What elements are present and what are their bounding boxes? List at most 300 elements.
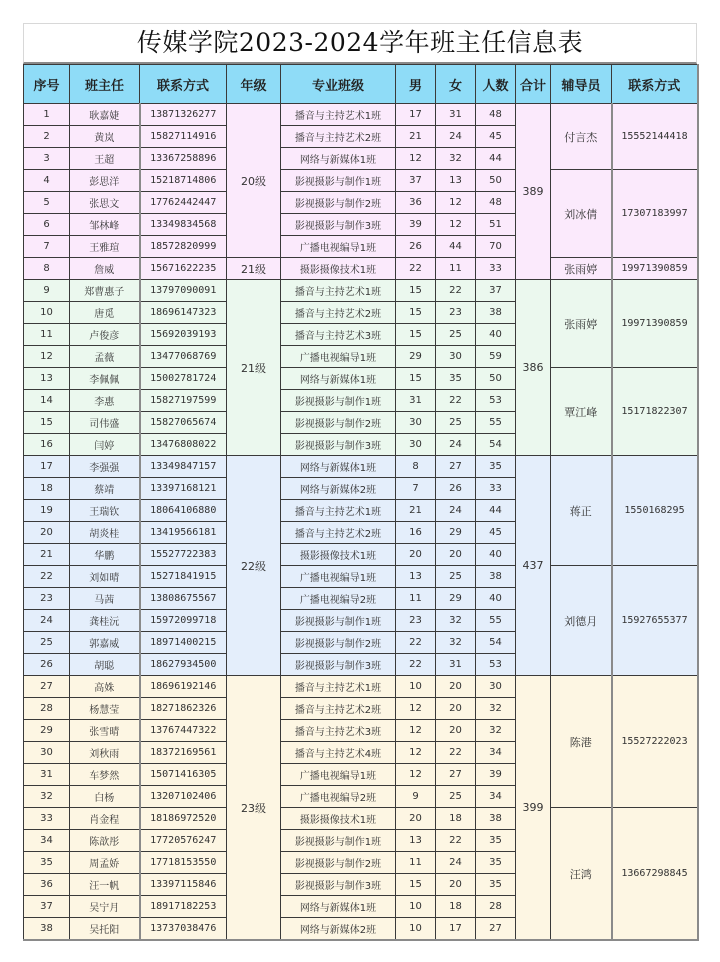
teacher-name[interactable]: 王瑞钦 <box>70 500 140 522</box>
female-count[interactable]: 11 <box>436 258 476 280</box>
female-count[interactable]: 20 <box>436 676 476 698</box>
male-count[interactable]: 22 <box>396 258 436 280</box>
counselor-phone[interactable]: 17307183997 <box>612 170 698 258</box>
female-count[interactable]: 12 <box>436 192 476 214</box>
student-count[interactable]: 30 <box>476 676 516 698</box>
class-name[interactable]: 播音与主持艺术2班 <box>281 698 396 720</box>
header-female[interactable]: 女 <box>436 65 476 104</box>
row-number[interactable]: 10 <box>24 302 70 324</box>
row-number[interactable]: 33 <box>24 808 70 830</box>
female-count[interactable]: 24 <box>436 126 476 148</box>
teacher-name[interactable]: 郭嘉威 <box>70 632 140 654</box>
teacher-phone[interactable]: 15527722383 <box>140 544 227 566</box>
female-count[interactable]: 29 <box>436 588 476 610</box>
row-number[interactable]: 14 <box>24 390 70 412</box>
row-number[interactable]: 1 <box>24 104 70 126</box>
teacher-phone[interactable]: 15071416305 <box>140 764 227 786</box>
male-count[interactable]: 39 <box>396 214 436 236</box>
teacher-phone[interactable]: 13737038476 <box>140 918 227 941</box>
row-number[interactable]: 18 <box>24 478 70 500</box>
counselor-name[interactable]: 付言杰 <box>551 104 612 170</box>
teacher-name[interactable]: 黄岚 <box>70 126 140 148</box>
female-count[interactable]: 13 <box>436 170 476 192</box>
student-count[interactable]: 50 <box>476 368 516 390</box>
teacher-name[interactable]: 王超 <box>70 148 140 170</box>
counselor-name[interactable]: 覃江峰 <box>551 368 612 456</box>
header-teacher[interactable]: 班主任 <box>70 65 140 104</box>
male-count[interactable]: 10 <box>396 896 436 918</box>
teacher-name[interactable]: 彭思洋 <box>70 170 140 192</box>
male-count[interactable]: 7 <box>396 478 436 500</box>
teacher-phone[interactable]: 15972099718 <box>140 610 227 632</box>
class-name[interactable]: 网络与新媒体2班 <box>281 478 396 500</box>
teacher-name[interactable]: 胡炎桂 <box>70 522 140 544</box>
male-count[interactable]: 20 <box>396 544 436 566</box>
teacher-name[interactable]: 闫婷 <box>70 434 140 456</box>
teacher-name[interactable]: 卢俊彦 <box>70 324 140 346</box>
male-count[interactable]: 22 <box>396 654 436 676</box>
class-name[interactable]: 网络与新媒体1班 <box>281 148 396 170</box>
row-number[interactable]: 25 <box>24 632 70 654</box>
male-count[interactable]: 12 <box>396 764 436 786</box>
row-number[interactable]: 22 <box>24 566 70 588</box>
teacher-name[interactable]: 耿嘉婕 <box>70 104 140 126</box>
teacher-name[interactable]: 华鹏 <box>70 544 140 566</box>
teacher-phone[interactable]: 13207102406 <box>140 786 227 808</box>
male-count[interactable]: 11 <box>396 588 436 610</box>
teacher-name[interactable]: 詹威 <box>70 258 140 280</box>
class-name[interactable]: 网络与新媒体1班 <box>281 456 396 478</box>
header-teacher-phone[interactable]: 联系方式 <box>140 65 227 104</box>
counselor-phone[interactable]: 1550168295 <box>612 456 698 566</box>
row-number[interactable]: 26 <box>24 654 70 676</box>
row-number[interactable]: 9 <box>24 280 70 302</box>
female-count[interactable]: 20 <box>436 544 476 566</box>
teacher-name[interactable]: 唐觅 <box>70 302 140 324</box>
student-count[interactable]: 40 <box>476 544 516 566</box>
female-count[interactable]: 27 <box>436 764 476 786</box>
female-count[interactable]: 35 <box>436 368 476 390</box>
class-name[interactable]: 广播电视编导1班 <box>281 236 396 258</box>
header-counselor-phone[interactable]: 联系方式 <box>612 65 698 104</box>
male-count[interactable]: 29 <box>396 346 436 368</box>
class-name[interactable]: 广播电视编导2班 <box>281 588 396 610</box>
male-count[interactable]: 10 <box>396 676 436 698</box>
male-count[interactable]: 13 <box>396 566 436 588</box>
male-count[interactable]: 15 <box>396 324 436 346</box>
teacher-name[interactable]: 李惠 <box>70 390 140 412</box>
female-count[interactable]: 25 <box>436 566 476 588</box>
teacher-name[interactable]: 李佩佩 <box>70 368 140 390</box>
student-count[interactable]: 54 <box>476 434 516 456</box>
teacher-phone[interactable]: 15827065674 <box>140 412 227 434</box>
counselor-name[interactable]: 汪鸿 <box>551 808 612 941</box>
teacher-phone[interactable]: 13476808022 <box>140 434 227 456</box>
student-count[interactable]: 38 <box>476 302 516 324</box>
student-count[interactable]: 34 <box>476 742 516 764</box>
teacher-phone[interactable]: 13397115846 <box>140 874 227 896</box>
class-name[interactable]: 网络与新媒体2班 <box>281 918 396 941</box>
female-count[interactable]: 25 <box>436 324 476 346</box>
row-number[interactable]: 24 <box>24 610 70 632</box>
teacher-name[interactable]: 白杨 <box>70 786 140 808</box>
female-count[interactable]: 31 <box>436 104 476 126</box>
teacher-phone[interactable]: 13797090091 <box>140 280 227 302</box>
row-number[interactable]: 16 <box>24 434 70 456</box>
counselor-phone[interactable]: 13667298845 <box>612 808 698 941</box>
teacher-phone[interactable]: 15218714806 <box>140 170 227 192</box>
teacher-phone[interactable]: 13871326277 <box>140 104 227 126</box>
row-number[interactable]: 2 <box>24 126 70 148</box>
class-name[interactable]: 播音与主持艺术1班 <box>281 104 396 126</box>
class-name[interactable]: 影视摄影与制作2班 <box>281 852 396 874</box>
class-name[interactable]: 播音与主持艺术1班 <box>281 676 396 698</box>
teacher-phone[interactable]: 18186972520 <box>140 808 227 830</box>
row-number[interactable]: 13 <box>24 368 70 390</box>
teacher-phone[interactable]: 17718153550 <box>140 852 227 874</box>
teacher-phone[interactable]: 18372169561 <box>140 742 227 764</box>
class-name[interactable]: 影视摄影与制作2班 <box>281 632 396 654</box>
row-number[interactable]: 34 <box>24 830 70 852</box>
teacher-phone[interactable]: 17720576247 <box>140 830 227 852</box>
class-name[interactable]: 网络与新媒体1班 <box>281 896 396 918</box>
teacher-name[interactable]: 郑曹惠子 <box>70 280 140 302</box>
female-count[interactable]: 22 <box>436 280 476 302</box>
teacher-phone[interactable]: 15827197599 <box>140 390 227 412</box>
student-count[interactable]: 32 <box>476 720 516 742</box>
counselor-name[interactable]: 刘德月 <box>551 566 612 676</box>
teacher-phone[interactable]: 13367258896 <box>140 148 227 170</box>
student-count[interactable]: 38 <box>476 566 516 588</box>
teacher-phone[interactable]: 13808675567 <box>140 588 227 610</box>
class-name[interactable]: 广播电视编导1班 <box>281 764 396 786</box>
teacher-name[interactable]: 胡聪 <box>70 654 140 676</box>
class-name[interactable]: 摄影摄像技术1班 <box>281 808 396 830</box>
female-count[interactable]: 27 <box>436 456 476 478</box>
header-count[interactable]: 人数 <box>476 65 516 104</box>
teacher-phone[interactable]: 15671622235 <box>140 258 227 280</box>
grade-cell[interactable]: 20级 <box>227 104 281 258</box>
student-count[interactable]: 33 <box>476 258 516 280</box>
class-name[interactable]: 网络与新媒体1班 <box>281 368 396 390</box>
counselor-name[interactable]: 张雨婷 <box>551 258 612 280</box>
header-total[interactable]: 合计 <box>516 65 551 104</box>
male-count[interactable]: 12 <box>396 720 436 742</box>
teacher-phone[interactable]: 18572820999 <box>140 236 227 258</box>
row-number[interactable]: 28 <box>24 698 70 720</box>
teacher-phone[interactable]: 15271841915 <box>140 566 227 588</box>
class-name[interactable]: 播音与主持艺术2班 <box>281 302 396 324</box>
male-count[interactable]: 36 <box>396 192 436 214</box>
row-number[interactable]: 8 <box>24 258 70 280</box>
grade-cell[interactable]: 21级 <box>227 258 281 280</box>
teacher-name[interactable]: 杨慧莹 <box>70 698 140 720</box>
female-count[interactable]: 23 <box>436 302 476 324</box>
male-count[interactable]: 21 <box>396 126 436 148</box>
teacher-phone[interactable]: 18696147323 <box>140 302 227 324</box>
grade-cell[interactable]: 21级 <box>227 280 281 456</box>
teacher-phone[interactable]: 15002781724 <box>140 368 227 390</box>
male-count[interactable]: 30 <box>396 412 436 434</box>
female-count[interactable]: 44 <box>436 236 476 258</box>
class-name[interactable]: 播音与主持艺术1班 <box>281 500 396 522</box>
teacher-name[interactable]: 刘如晴 <box>70 566 140 588</box>
teacher-name[interactable]: 陈歆彤 <box>70 830 140 852</box>
female-count[interactable]: 24 <box>436 434 476 456</box>
male-count[interactable]: 15 <box>396 302 436 324</box>
male-count[interactable]: 31 <box>396 390 436 412</box>
student-count[interactable]: 35 <box>476 830 516 852</box>
row-number[interactable]: 36 <box>24 874 70 896</box>
class-name[interactable]: 摄影摄像技术1班 <box>281 258 396 280</box>
student-count[interactable]: 33 <box>476 478 516 500</box>
student-count[interactable]: 70 <box>476 236 516 258</box>
row-number[interactable]: 23 <box>24 588 70 610</box>
counselor-name[interactable]: 刘冰倩 <box>551 170 612 258</box>
teacher-phone[interactable]: 13349847157 <box>140 456 227 478</box>
row-number[interactable]: 3 <box>24 148 70 170</box>
female-count[interactable]: 18 <box>436 896 476 918</box>
female-count[interactable]: 32 <box>436 610 476 632</box>
male-count[interactable]: 23 <box>396 610 436 632</box>
female-count[interactable]: 22 <box>436 390 476 412</box>
student-count[interactable]: 48 <box>476 104 516 126</box>
row-number[interactable]: 12 <box>24 346 70 368</box>
teacher-name[interactable]: 蔡靖 <box>70 478 140 500</box>
teacher-phone[interactable]: 13419566181 <box>140 522 227 544</box>
teacher-phone[interactable]: 13349834568 <box>140 214 227 236</box>
header-no[interactable]: 序号 <box>24 65 70 104</box>
class-name[interactable]: 影视摄影与制作1班 <box>281 610 396 632</box>
male-count[interactable]: 13 <box>396 830 436 852</box>
female-count[interactable]: 26 <box>436 478 476 500</box>
female-count[interactable]: 31 <box>436 654 476 676</box>
teacher-name[interactable]: 王雅瑄 <box>70 236 140 258</box>
grade-total[interactable]: 399 <box>516 676 551 941</box>
student-count[interactable]: 27 <box>476 918 516 941</box>
student-count[interactable]: 48 <box>476 192 516 214</box>
female-count[interactable]: 17 <box>436 918 476 941</box>
grade-cell[interactable]: 23级 <box>227 676 281 941</box>
male-count[interactable]: 17 <box>396 104 436 126</box>
counselor-name[interactable]: 陈港 <box>551 676 612 808</box>
row-number[interactable]: 15 <box>24 412 70 434</box>
class-name[interactable]: 播音与主持艺术2班 <box>281 522 396 544</box>
female-count[interactable]: 32 <box>436 632 476 654</box>
student-count[interactable]: 51 <box>476 214 516 236</box>
row-number[interactable]: 11 <box>24 324 70 346</box>
class-name[interactable]: 影视摄影与制作3班 <box>281 434 396 456</box>
class-name[interactable]: 影视摄影与制作1班 <box>281 830 396 852</box>
row-number[interactable]: 38 <box>24 918 70 941</box>
male-count[interactable]: 20 <box>396 808 436 830</box>
teacher-name[interactable]: 张雪晴 <box>70 720 140 742</box>
teacher-phone[interactable]: 18064106880 <box>140 500 227 522</box>
male-count[interactable]: 12 <box>396 742 436 764</box>
row-number[interactable]: 27 <box>24 676 70 698</box>
student-count[interactable]: 38 <box>476 808 516 830</box>
counselor-phone[interactable]: 19971390859 <box>612 280 698 368</box>
male-count[interactable]: 15 <box>396 368 436 390</box>
row-number[interactable]: 31 <box>24 764 70 786</box>
row-number[interactable]: 4 <box>24 170 70 192</box>
class-name[interactable]: 播音与主持艺术4班 <box>281 742 396 764</box>
male-count[interactable]: 22 <box>396 632 436 654</box>
header-counselor[interactable]: 辅导员 <box>551 65 612 104</box>
student-count[interactable]: 39 <box>476 764 516 786</box>
male-count[interactable]: 10 <box>396 918 436 941</box>
teacher-phone[interactable]: 18971400215 <box>140 632 227 654</box>
counselor-name[interactable]: 蒋正 <box>551 456 612 566</box>
female-count[interactable]: 18 <box>436 808 476 830</box>
class-name[interactable]: 影视摄影与制作3班 <box>281 874 396 896</box>
teacher-phone[interactable]: 18696192146 <box>140 676 227 698</box>
teacher-name[interactable]: 周孟娇 <box>70 852 140 874</box>
row-number[interactable]: 21 <box>24 544 70 566</box>
male-count[interactable]: 26 <box>396 236 436 258</box>
class-name[interactable]: 播音与主持艺术1班 <box>281 280 396 302</box>
female-count[interactable]: 24 <box>436 500 476 522</box>
student-count[interactable]: 44 <box>476 500 516 522</box>
row-number[interactable]: 5 <box>24 192 70 214</box>
female-count[interactable]: 20 <box>436 720 476 742</box>
row-number[interactable]: 30 <box>24 742 70 764</box>
male-count[interactable]: 8 <box>396 456 436 478</box>
male-count[interactable]: 21 <box>396 500 436 522</box>
male-count[interactable]: 11 <box>396 852 436 874</box>
female-count[interactable]: 25 <box>436 786 476 808</box>
teacher-phone[interactable]: 18917182253 <box>140 896 227 918</box>
counselor-phone[interactable]: 15927655377 <box>612 566 698 676</box>
class-name[interactable]: 影视摄影与制作3班 <box>281 214 396 236</box>
teacher-phone[interactable]: 13767447322 <box>140 720 227 742</box>
teacher-name[interactable]: 张思文 <box>70 192 140 214</box>
row-number[interactable]: 32 <box>24 786 70 808</box>
teacher-name[interactable]: 汪一帆 <box>70 874 140 896</box>
student-count[interactable]: 53 <box>476 654 516 676</box>
class-name[interactable]: 影视摄影与制作3班 <box>281 654 396 676</box>
teacher-phone[interactable]: 13477068769 <box>140 346 227 368</box>
class-name[interactable]: 播音与主持艺术3班 <box>281 324 396 346</box>
class-name[interactable]: 影视摄影与制作1班 <box>281 170 396 192</box>
female-count[interactable]: 20 <box>436 874 476 896</box>
female-count[interactable]: 32 <box>436 148 476 170</box>
grade-cell[interactable]: 22级 <box>227 456 281 676</box>
teacher-name[interactable]: 邹林峰 <box>70 214 140 236</box>
header-grade[interactable]: 年级 <box>227 65 281 104</box>
student-count[interactable]: 35 <box>476 852 516 874</box>
counselor-phone[interactable]: 15552144418 <box>612 104 698 170</box>
student-count[interactable]: 53 <box>476 390 516 412</box>
student-count[interactable]: 55 <box>476 610 516 632</box>
student-count[interactable]: 34 <box>476 786 516 808</box>
male-count[interactable]: 30 <box>396 434 436 456</box>
row-number[interactable]: 17 <box>24 456 70 478</box>
teacher-name[interactable]: 龚桂沅 <box>70 610 140 632</box>
male-count[interactable]: 37 <box>396 170 436 192</box>
row-number[interactable]: 37 <box>24 896 70 918</box>
teacher-phone[interactable]: 13397168121 <box>140 478 227 500</box>
male-count[interactable]: 9 <box>396 786 436 808</box>
row-number[interactable]: 19 <box>24 500 70 522</box>
female-count[interactable]: 25 <box>436 412 476 434</box>
row-number[interactable]: 29 <box>24 720 70 742</box>
female-count[interactable]: 20 <box>436 698 476 720</box>
header-class[interactable]: 专业班级 <box>281 65 396 104</box>
row-number[interactable]: 35 <box>24 852 70 874</box>
row-number[interactable]: 20 <box>24 522 70 544</box>
teacher-phone[interactable]: 15827114916 <box>140 126 227 148</box>
teacher-phone[interactable]: 18271862326 <box>140 698 227 720</box>
student-count[interactable]: 35 <box>476 456 516 478</box>
teacher-name[interactable]: 车梦然 <box>70 764 140 786</box>
student-count[interactable]: 50 <box>476 170 516 192</box>
class-name[interactable]: 广播电视编导1班 <box>281 346 396 368</box>
teacher-name[interactable]: 李强强 <box>70 456 140 478</box>
teacher-name[interactable]: 马茜 <box>70 588 140 610</box>
student-count[interactable]: 35 <box>476 874 516 896</box>
student-count[interactable]: 32 <box>476 698 516 720</box>
class-name[interactable]: 影视摄影与制作1班 <box>281 390 396 412</box>
class-name[interactable]: 摄影摄像技术1班 <box>281 544 396 566</box>
teacher-name[interactable]: 高姝 <box>70 676 140 698</box>
teacher-name[interactable]: 吴托阳 <box>70 918 140 941</box>
header-male[interactable]: 男 <box>396 65 436 104</box>
student-count[interactable]: 44 <box>476 148 516 170</box>
counselor-phone[interactable]: 15171822307 <box>612 368 698 456</box>
grade-total[interactable]: 389 <box>516 104 551 280</box>
female-count[interactable]: 12 <box>436 214 476 236</box>
class-name[interactable]: 广播电视编导2班 <box>281 786 396 808</box>
student-count[interactable]: 59 <box>476 346 516 368</box>
teacher-phone[interactable]: 15692039193 <box>140 324 227 346</box>
teacher-name[interactable]: 肖金程 <box>70 808 140 830</box>
counselor-phone[interactable]: 15527222023 <box>612 676 698 808</box>
student-count[interactable]: 54 <box>476 632 516 654</box>
grade-total[interactable]: 437 <box>516 456 551 676</box>
counselor-name[interactable]: 张雨婷 <box>551 280 612 368</box>
student-count[interactable]: 55 <box>476 412 516 434</box>
class-name[interactable]: 播音与主持艺术3班 <box>281 720 396 742</box>
teacher-phone[interactable]: 17762442447 <box>140 192 227 214</box>
student-count[interactable]: 28 <box>476 896 516 918</box>
teacher-name[interactable]: 吴宁月 <box>70 896 140 918</box>
female-count[interactable]: 29 <box>436 522 476 544</box>
class-name[interactable]: 广播电视编导1班 <box>281 566 396 588</box>
male-count[interactable]: 12 <box>396 148 436 170</box>
male-count[interactable]: 15 <box>396 874 436 896</box>
student-count[interactable]: 40 <box>476 324 516 346</box>
class-name[interactable]: 播音与主持艺术2班 <box>281 126 396 148</box>
counselor-phone[interactable]: 19971390859 <box>612 258 698 280</box>
female-count[interactable]: 24 <box>436 852 476 874</box>
female-count[interactable]: 22 <box>436 742 476 764</box>
student-count[interactable]: 37 <box>476 280 516 302</box>
student-count[interactable]: 40 <box>476 588 516 610</box>
teacher-name[interactable]: 司伟盛 <box>70 412 140 434</box>
class-name[interactable]: 影视摄影与制作2班 <box>281 412 396 434</box>
grade-total[interactable]: 386 <box>516 280 551 456</box>
row-number[interactable]: 7 <box>24 236 70 258</box>
student-count[interactable]: 45 <box>476 126 516 148</box>
row-number[interactable]: 6 <box>24 214 70 236</box>
female-count[interactable]: 30 <box>436 346 476 368</box>
teacher-name[interactable]: 刘秋雨 <box>70 742 140 764</box>
male-count[interactable]: 12 <box>396 698 436 720</box>
teacher-phone[interactable]: 18627934500 <box>140 654 227 676</box>
male-count[interactable]: 15 <box>396 280 436 302</box>
female-count[interactable]: 22 <box>436 830 476 852</box>
